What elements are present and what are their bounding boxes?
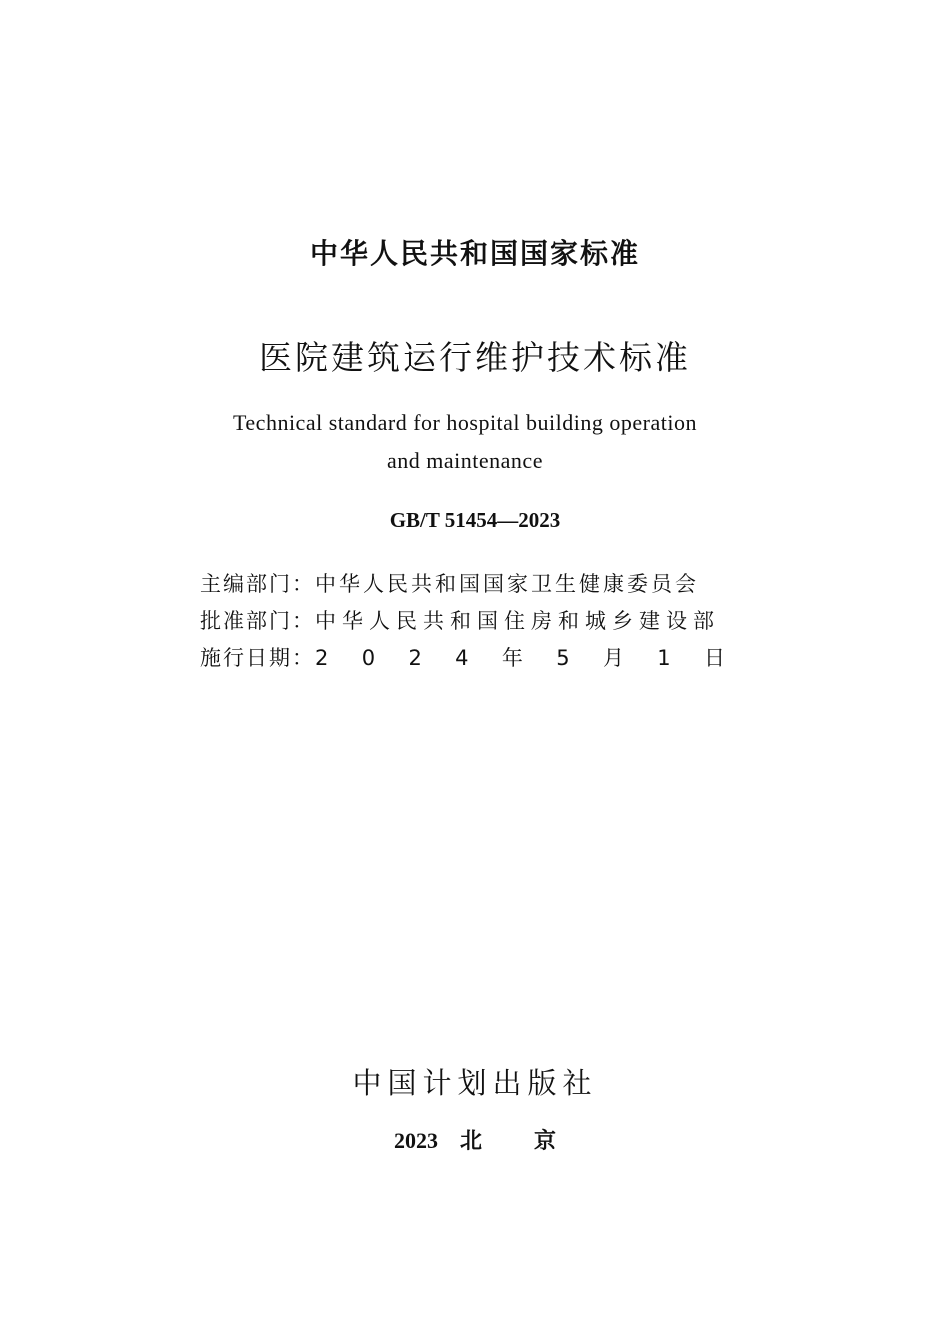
date-part: 1	[657, 646, 671, 670]
effective-date-label: 施行日期：	[200, 646, 315, 670]
approver-row	[200, 603, 740, 640]
english-title-line-2: and maintenance	[387, 448, 543, 473]
date-part: 4	[455, 646, 469, 670]
date-part: 日	[704, 646, 725, 670]
date-part: 年	[501, 646, 523, 670]
publisher-name: 中国计划出版社	[352, 1066, 598, 1100]
document-title-chinese: 医院建筑运行维护技术标准	[259, 338, 691, 377]
publication-year-place	[0, 1124, 950, 1155]
approver-value: 中华人民共和国住房和城乡建设部	[315, 609, 720, 633]
approver-label: 批准部门：	[200, 609, 315, 633]
standard-code: GB/T 51454—2023	[389, 508, 561, 532]
english-title-line-1: Technical standard for hospital building operation	[233, 410, 697, 435]
date-part: 2	[408, 646, 422, 670]
publication-year: 2023	[393, 1128, 438, 1153]
date-part: 0	[361, 646, 376, 670]
effective-date-row	[200, 640, 740, 677]
editor-row	[200, 566, 740, 603]
date-part: 2	[315, 646, 329, 670]
info-block	[200, 566, 740, 677]
editor-value: 中华人民共和国国家卫生健康委员会	[315, 572, 699, 596]
editor-label: 主编部门：	[200, 572, 315, 596]
national-standard-heading: 中华人民共和国国家标准	[309, 237, 640, 270]
date-part: 5	[556, 646, 570, 670]
date-part: 月	[602, 646, 624, 670]
publication-place-2: 京	[534, 1129, 557, 1154]
document-title-english	[170, 404, 760, 480]
publication-place-1: 北	[459, 1129, 482, 1154]
effective-date-value	[315, 640, 725, 677]
